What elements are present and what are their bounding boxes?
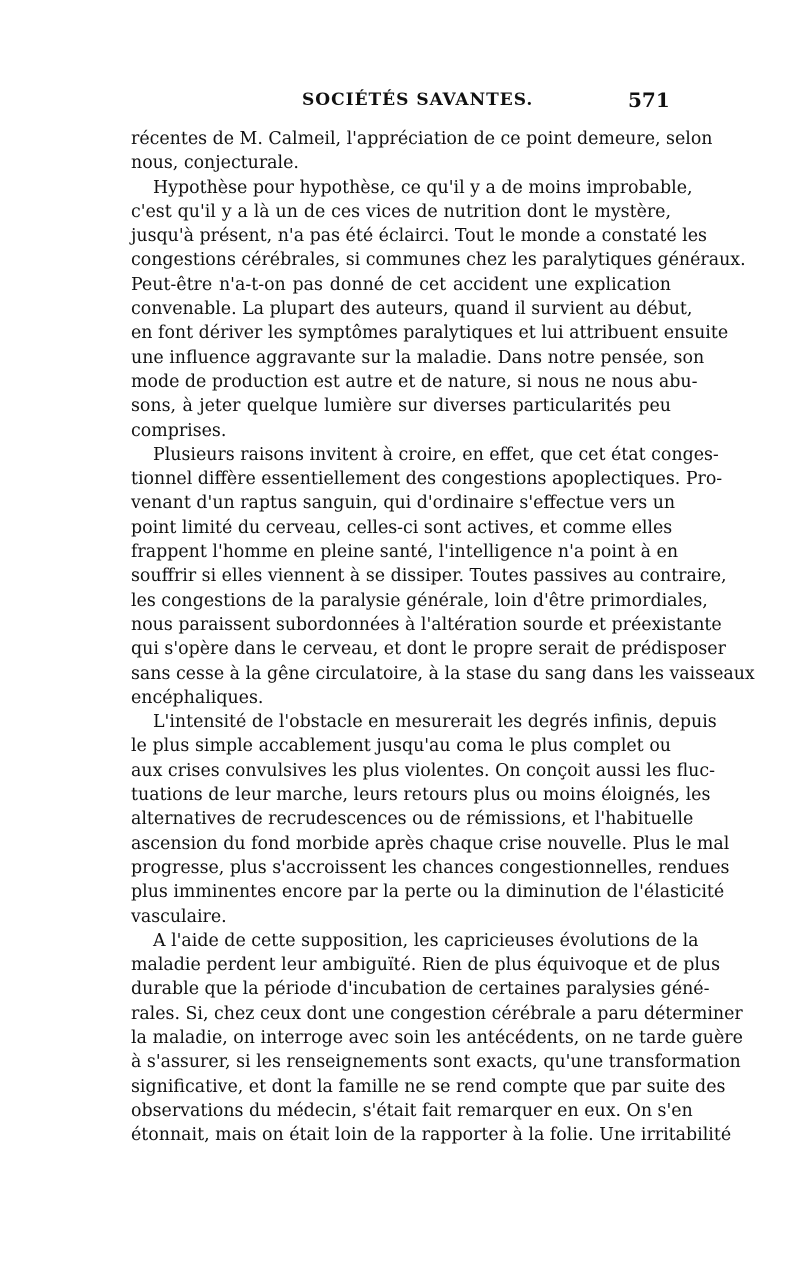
text-line: la maladie, on interroge avec soin les antécédents, on ne tarde guère [131,1027,743,1048]
text-line: mode de production est autre et de nature, si nous ne nous abu- [131,371,698,392]
text-line: récentes de M. Calmeil, l'appréciation de ce point demeure, selon [131,129,713,149]
text-line: souffrir si elles viennent à se dissiper. Toutes passives au contraire, [131,566,727,587]
page-number: 571 [628,88,670,112]
text-line: Peut-être n'a-t-on pas donné de cet accident une explication [131,274,671,295]
text-line: une influence aggravante sur la maladie. Dans notre pensée, son [131,347,705,368]
text-line: frappent l'homme en pleine santé, l'intelligence n'a point à en [131,542,679,563]
text-line: à s'assurer, si les renseignements sont exacts, qu'une transformation [131,1052,741,1073]
text-line: durable que la période d'incubation de certaines paralysies géné- [131,979,710,1000]
text-line: maladie perdent leur ambiguïté. Rien de plus équivoque et de plus [131,955,721,976]
text-line: jusqu'à présent, n'a pas été éclairci. Tout le monde a constaté les [131,226,707,247]
text-line: A l'aide de cette supposition, les capricieuses évolutions de la [153,930,699,951]
body-text [131,127,755,1147]
text-line: tionnel diffère essentiellement des congestions apoplectiques. Pro- [131,469,723,490]
text-line: aux crises convulsives les plus violentes. On conçoit aussi les fluc- [131,760,715,781]
text-line: L'intensité de l'obstacle en mesurerait les degrés infinis, depuis [153,712,717,733]
text-line: sans cesse à la gêne circulatoire, à la stase du sang dans les vaisseaux [131,663,755,684]
running-title: SOCIÉTÉS SAVANTES. [302,90,534,110]
text-line: Plusieurs raisons invitent à croire, en effet, que cet état conges- [153,444,719,465]
text-line: encéphaliques. [131,687,264,708]
text-line: significative, et dont la famille ne se rend compte que par suite des [131,1076,726,1097]
text-line: qui s'opère dans le cerveau, et dont le propre serait de prédisposer [131,639,726,660]
text-line: vasculaire. [131,906,227,927]
text-line: progresse, plus s'accroissent les chances congestionnelles, rendues [131,857,730,878]
page-header [0,90,800,120]
text-line: c'est qu'il y a là un de ces vices de nutrition dont le mystère, [131,201,671,222]
text-line: rales. Si, chez ceux dont une congestion cérébrale a paru déterminer [131,1003,743,1024]
text-line: comprises. [131,420,227,441]
text-line: plus imminentes encore par la perte ou la diminution de l'élasticité [131,882,725,903]
text-line: convenable. La plupart des auteurs, quand il survient au début, [131,299,693,320]
text-line: alternatives de recrudescences ou de rémissions, et l'habituelle [131,809,694,830]
text-line: venant d'un raptus sanguin, qui d'ordinaire s'effectue vers un [131,493,676,514]
text-line: tuations de leur marche, leurs retours plus ou moins éloignés, les [131,785,711,806]
text-line: nous, conjecturale. [131,153,299,174]
text-line: sons, à jeter quelque lumière sur diverses particularités peu [131,396,671,417]
text-line: étonnait, mais on était loin de la rapporter à la folie. Une irritabilité [131,1125,732,1146]
text-line: Hypothèse pour hypothèse, ce qu'il y a de moins improbable, [153,177,693,198]
text-line: ascension du fond morbide après chaque crise nouvelle. Plus le mal [131,833,730,854]
text-line: observations du médecin, s'était fait remarquer en eux. On s'en [131,1100,693,1121]
text-line: en font dériver les symptômes paralytiques et lui attribuent ensuite [131,323,729,344]
text-line: les congestions de la paralysie générale, loin d'être primordiales, [131,590,708,611]
text-line: congestions cérébrales, si communes chez les paralytiques généraux. [131,250,746,271]
text-line: point limité du cerveau, celles-ci sont actives, et comme elles [131,517,673,538]
text-line: le plus simple accablement jusqu'au coma le plus complet ou [131,736,671,757]
text-line: nous paraissent subordonnées à l'altération sourde et préexistante [131,614,722,635]
